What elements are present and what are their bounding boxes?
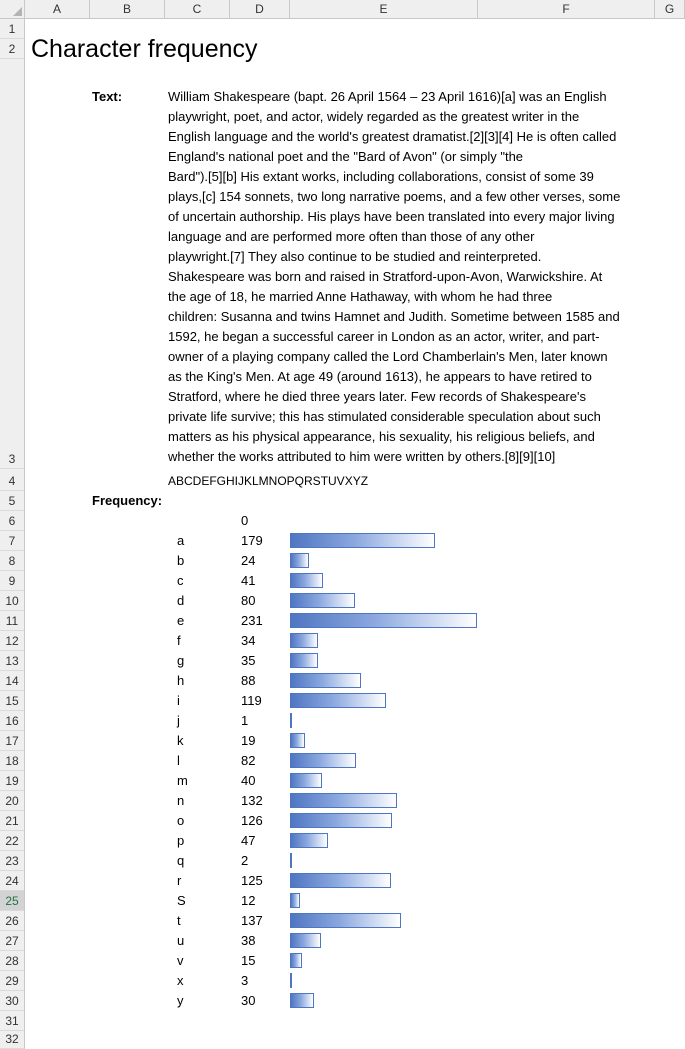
count-cell[interactable]: 80 — [241, 593, 256, 608]
row-header-7[interactable]: 7 — [0, 531, 25, 551]
count-cell[interactable]: 179 — [241, 533, 263, 548]
row-header-15[interactable]: 15 — [0, 691, 25, 711]
text-line: private life survive; this has stimulated considerable speculation about such — [168, 409, 601, 424]
row-header-32[interactable]: 32 — [0, 1031, 25, 1049]
column-header-a[interactable]: A — [25, 0, 90, 19]
data-bar — [290, 633, 318, 648]
count-cell[interactable]: 137 — [241, 913, 263, 928]
count-cell[interactable]: 34 — [241, 633, 256, 648]
data-bar — [290, 773, 322, 788]
column-header-f[interactable]: F — [478, 0, 655, 19]
count-cell[interactable]: 15 — [241, 953, 256, 968]
count-cell[interactable]: 1 — [241, 713, 249, 728]
text-line: matters as his physical appearance, his sexuality, his religious beliefs, and — [168, 429, 595, 444]
data-bar — [290, 993, 314, 1008]
column-header-d[interactable]: D — [230, 0, 290, 19]
row-header-19[interactable]: 19 — [0, 771, 25, 791]
row-header-12[interactable]: 12 — [0, 631, 25, 651]
count-cell[interactable]: 12 — [241, 893, 256, 908]
row-header-9[interactable]: 9 — [0, 571, 25, 591]
text-line: William Shakespeare (bapt. 26 April 1564 – 23 April 1616)[a] was an English — [168, 89, 607, 104]
row-header-25[interactable]: 25 — [0, 891, 25, 911]
letter-cell[interactable]: x — [177, 973, 184, 988]
data-bar — [290, 613, 477, 628]
letter-cell[interactable]: S — [177, 893, 186, 908]
select-all-corner[interactable] — [0, 0, 25, 19]
row-header-1[interactable]: 1 — [0, 19, 25, 39]
data-bar — [290, 533, 435, 548]
count-cell[interactable]: 126 — [241, 813, 263, 828]
row-header-14[interactable]: 14 — [0, 671, 25, 691]
column-header-c[interactable]: C — [165, 0, 230, 19]
text-label[interactable]: Text: — [92, 89, 123, 104]
letter-cell[interactable]: l — [177, 753, 180, 768]
count-cell[interactable]: 2 — [241, 853, 249, 868]
text-line: of uncertain authorship. His plays have been translated into every major living — [168, 209, 615, 224]
text-line: Stratford, where he died three years later. Few records of Shakespeare's — [168, 389, 586, 404]
count-cell[interactable]: 47 — [241, 833, 256, 848]
column-header-g[interactable]: G — [655, 0, 685, 19]
text-line: Shakespeare was born and raised in Stratford-upon-Avon, Warwickshire. At — [168, 269, 603, 284]
source-text-cell[interactable] — [168, 87, 658, 467]
letter-cell[interactable]: f — [177, 633, 181, 648]
row-header-3[interactable]: 3 — [0, 59, 25, 469]
row-header-4[interactable]: 4 — [0, 469, 25, 491]
row-header-23[interactable]: 23 — [0, 851, 25, 871]
letter-cell[interactable]: e — [177, 613, 185, 628]
count-cell[interactable]: 41 — [241, 573, 256, 588]
count-cell[interactable]: 35 — [241, 653, 256, 668]
letter-cell[interactable]: t — [177, 913, 181, 928]
count-cell[interactable]: 3 — [241, 973, 249, 988]
count-cell[interactable]: 24 — [241, 553, 256, 568]
letter-cell[interactable]: b — [177, 553, 185, 568]
count-cell[interactable]: 231 — [241, 613, 263, 628]
data-bar — [290, 873, 391, 888]
data-bar — [290, 653, 318, 668]
column-header-b[interactable]: B — [90, 0, 165, 19]
text-line: playwright, poet, and actor, widely regarded as the greatest writer in the — [168, 109, 580, 124]
text-line: 1592, he began a successful career in London as an actor, writer, and part- — [168, 329, 600, 344]
text-line: whether the works attributed to him were written by others.[8][9][10] — [168, 449, 556, 464]
row-header-20[interactable]: 20 — [0, 791, 25, 811]
data-bar — [290, 973, 292, 988]
text-line: the age of 18, he married Anne Hathaway, with whom he had three — [168, 289, 553, 304]
row-header-5[interactable]: 5 — [0, 491, 25, 511]
row-header-8[interactable]: 8 — [0, 551, 25, 571]
text-line: England's national poet and the "Bard of Avon" (or simply "the — [168, 149, 524, 164]
count-cell[interactable]: 38 — [241, 933, 256, 948]
count-cell[interactable]: 132 — [241, 793, 263, 808]
data-bar — [290, 813, 392, 828]
data-bar — [290, 853, 292, 868]
row-header-13[interactable]: 13 — [0, 651, 25, 671]
count-cell[interactable]: 40 — [241, 773, 256, 788]
text-line: Bard").[5][b] His extant works, including collaborations, consist of some 39 — [168, 169, 594, 184]
text-line: plays,[c] 154 sonnets, two long narrative poems, and a few other verses, some — [168, 189, 621, 204]
letter-cell[interactable]: d — [177, 593, 185, 608]
letter-cell[interactable]: c — [177, 573, 184, 588]
data-bar — [290, 673, 361, 688]
data-bar — [290, 893, 300, 908]
data-bar — [290, 953, 302, 968]
letter-cell[interactable]: h — [177, 673, 185, 688]
data-bar — [290, 933, 321, 948]
alphabet-cell[interactable]: ABCDEFGHIJKLMNOPQRSTUVXYZ — [168, 474, 369, 488]
row-header-16[interactable]: 16 — [0, 711, 25, 731]
row-header-21[interactable]: 21 — [0, 811, 25, 831]
row-header-26[interactable]: 26 — [0, 911, 25, 931]
column-header-e[interactable]: E — [290, 0, 478, 19]
row-header-27[interactable]: 27 — [0, 931, 25, 951]
row-header-17[interactable]: 17 — [0, 731, 25, 751]
data-bar — [290, 553, 309, 568]
row-header-24[interactable]: 24 — [0, 871, 25, 891]
data-bar — [290, 573, 323, 588]
row-header-30[interactable]: 30 — [0, 991, 25, 1011]
count-cell[interactable]: 19 — [241, 733, 256, 748]
zero-value-cell[interactable]: 0 — [241, 513, 249, 528]
select-all-triangle-icon — [13, 7, 22, 16]
row-header-2[interactable]: 2 — [0, 39, 25, 59]
letter-cell[interactable]: j — [177, 713, 180, 728]
letter-cell[interactable]: y — [177, 993, 184, 1008]
row-header-18[interactable]: 18 — [0, 751, 25, 771]
data-bar — [290, 833, 328, 848]
letter-cell[interactable]: q — [177, 853, 185, 868]
text-line: English language and the world's greatest dramatist.[2][3][4] He is often called — [168, 129, 617, 144]
row-header-22[interactable]: 22 — [0, 831, 25, 851]
text-line: children: Susanna and twins Hamnet and Judith. Sometime between 1585 and — [168, 309, 620, 324]
count-cell[interactable]: 82 — [241, 753, 256, 768]
count-cell[interactable]: 125 — [241, 873, 263, 888]
letter-cell[interactable]: i — [177, 693, 180, 708]
data-bar — [290, 713, 292, 728]
frequency-label[interactable]: Frequency: — [92, 493, 163, 508]
data-bar — [290, 753, 356, 768]
data-bar — [290, 913, 401, 928]
sheet-title[interactable]: Character frequency — [31, 35, 258, 63]
letter-cell[interactable]: g — [177, 653, 185, 668]
data-bar — [290, 693, 386, 708]
data-bar — [290, 593, 355, 608]
row-header-10[interactable]: 10 — [0, 591, 25, 611]
letter-cell[interactable]: o — [177, 813, 185, 828]
data-bar — [290, 793, 397, 808]
letter-cell[interactable]: n — [177, 793, 185, 808]
row-header-28[interactable]: 28 — [0, 951, 25, 971]
row-header-6[interactable]: 6 — [0, 511, 25, 531]
data-bar — [290, 733, 305, 748]
count-cell[interactable]: 30 — [241, 993, 256, 1008]
count-cell[interactable]: 88 — [241, 673, 256, 688]
letter-cell[interactable]: a — [177, 533, 185, 548]
text-line: language and are performed more often than those of any other — [168, 229, 535, 244]
letter-cell[interactable]: p — [177, 833, 185, 848]
row-header-31[interactable]: 31 — [0, 1011, 25, 1031]
letter-cell[interactable]: r — [177, 873, 182, 888]
letter-cell[interactable]: v — [177, 953, 184, 968]
letter-cell[interactable]: k — [177, 733, 184, 748]
letter-cell[interactable]: u — [177, 933, 185, 948]
row-header-11[interactable]: 11 — [0, 611, 25, 631]
text-line: as the King's Men. At age 49 (around 1613), he appears to have retired to — [168, 369, 592, 384]
text-line: owner of a playing company called the Lord Chamberlain's Men, later known — [168, 349, 608, 364]
letter-cell[interactable]: m — [177, 773, 188, 788]
count-cell[interactable]: 119 — [241, 693, 262, 708]
row-header-29[interactable]: 29 — [0, 971, 25, 991]
text-line: playwright.[7] They also continue to be studied and reinterpreted. — [168, 249, 542, 264]
